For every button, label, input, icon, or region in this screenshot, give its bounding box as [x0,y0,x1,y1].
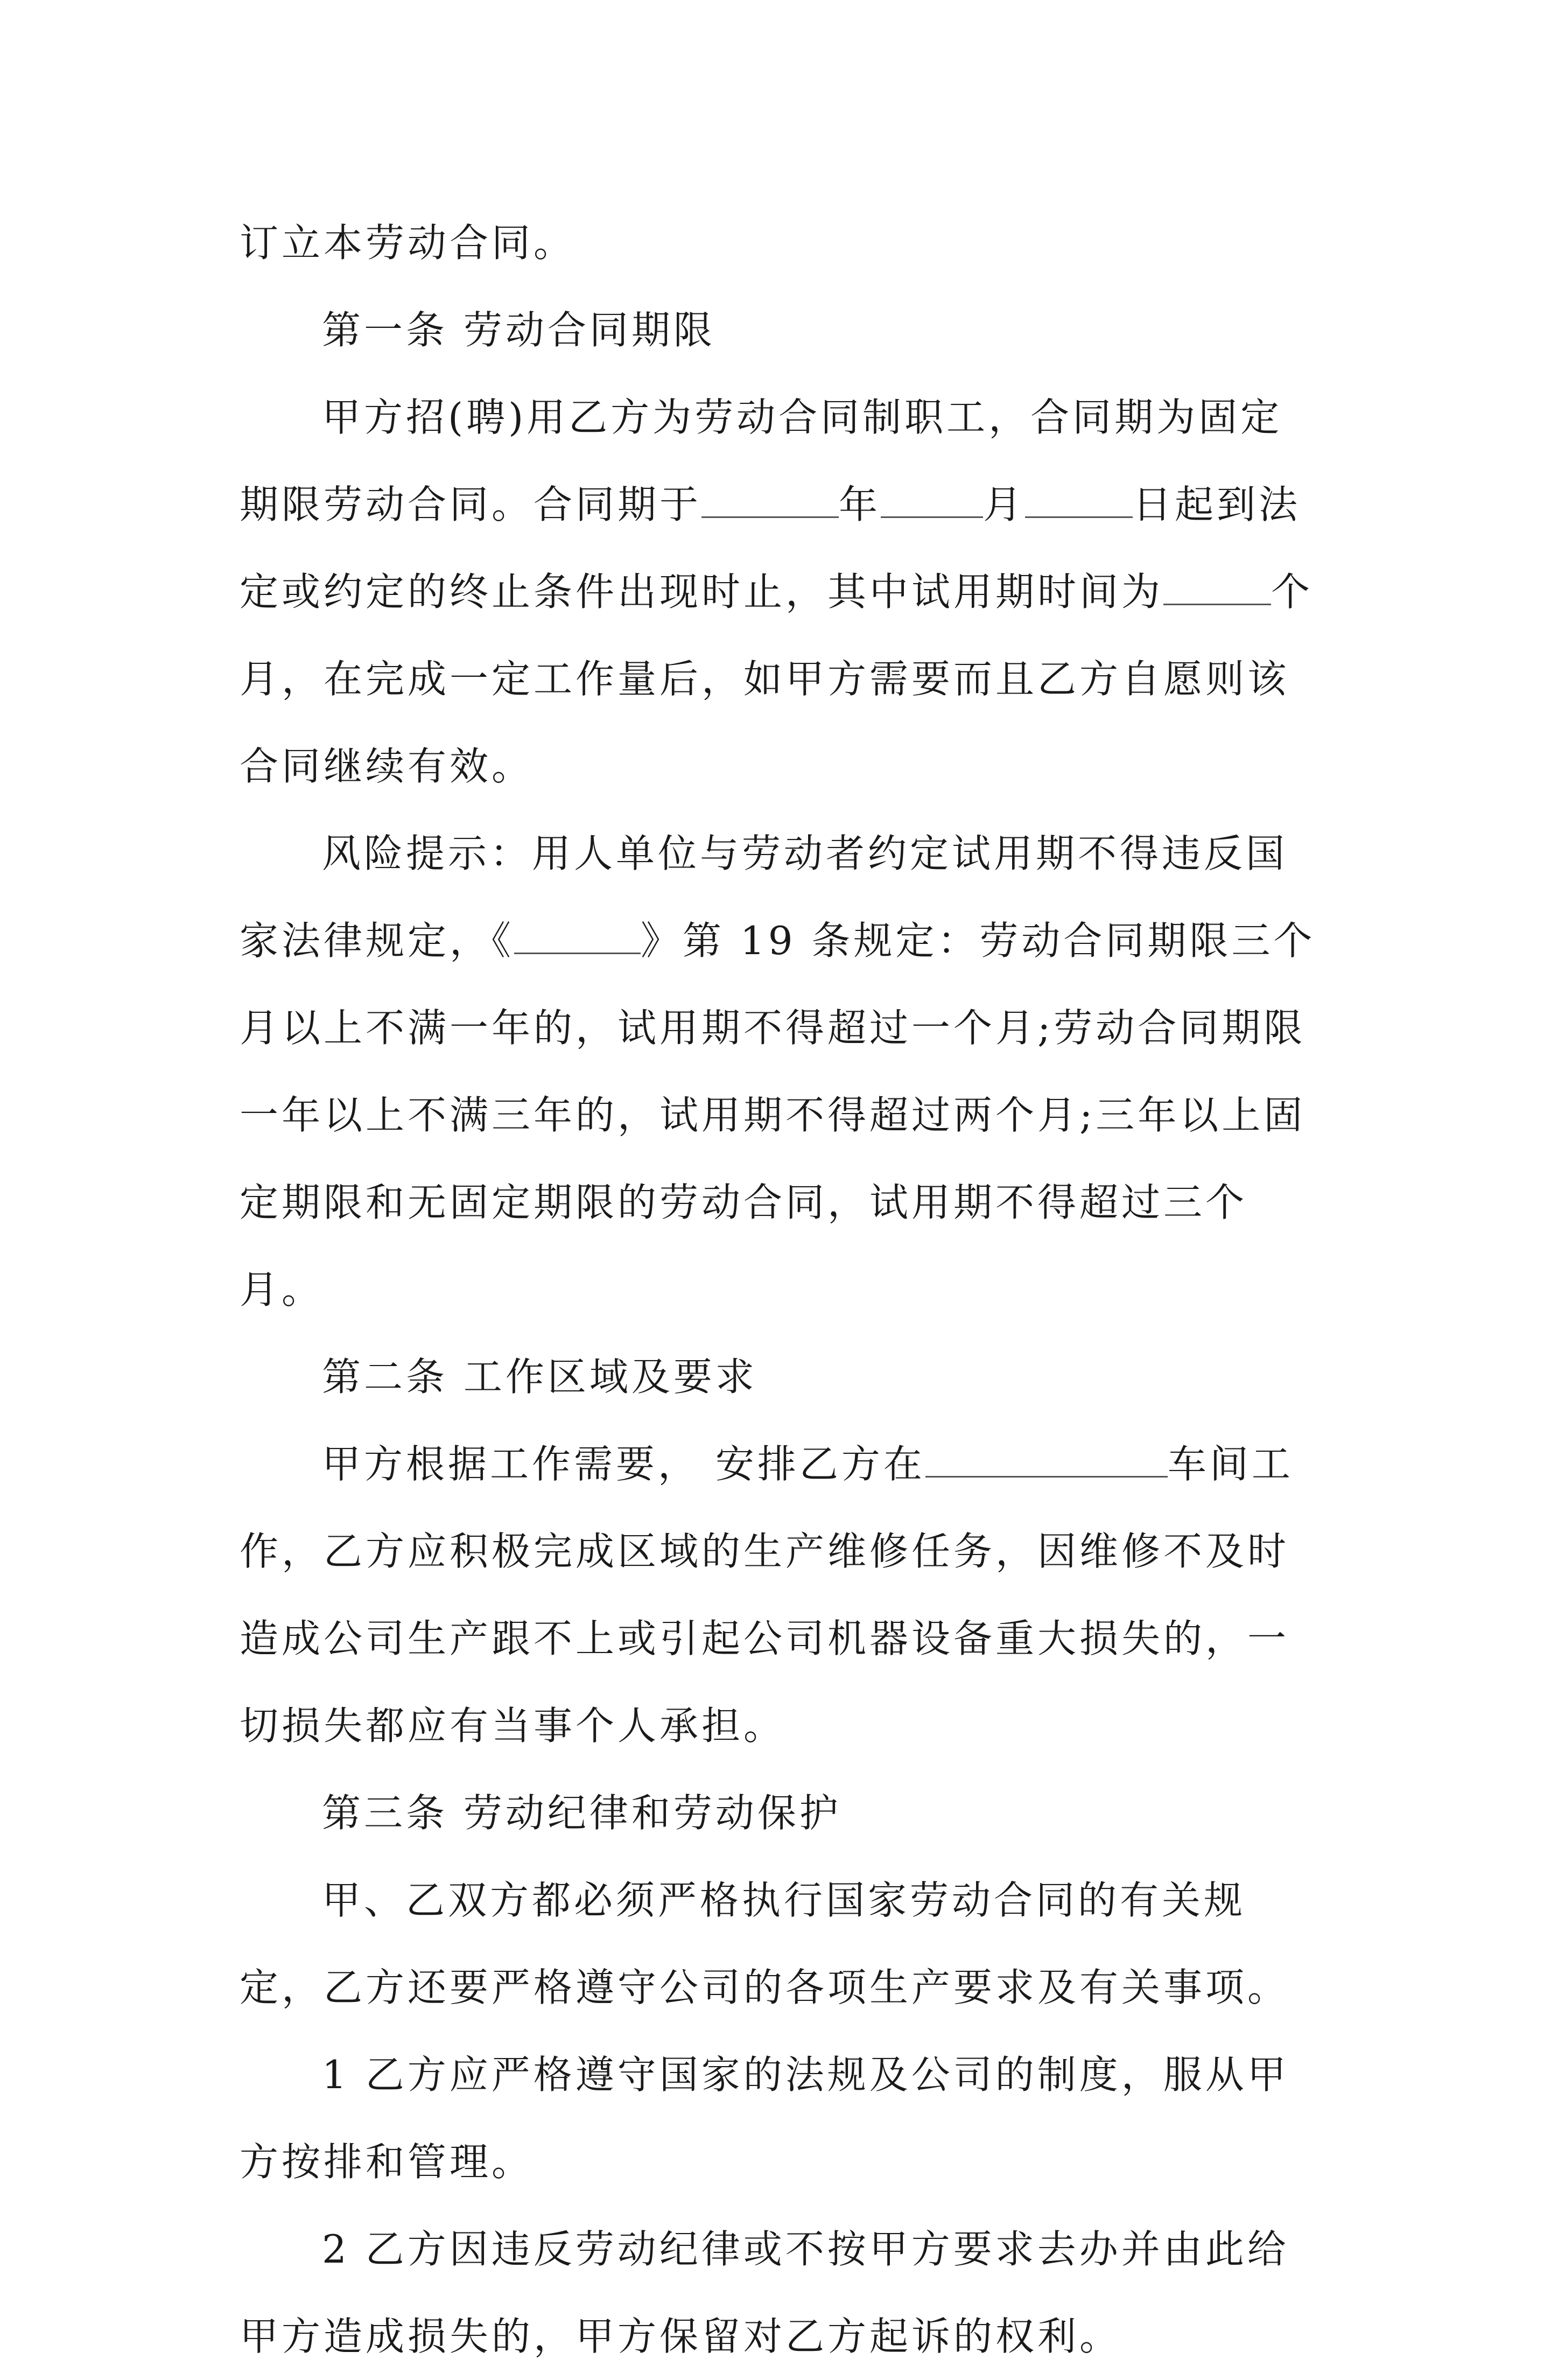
article-1-year-label: 年 [839,482,881,527]
article-1-text-b: 日起到法定或约定的终止条件出现时止，其中试用期时间为 [240,482,1301,614]
paragraph-opening: 订立本劳动合同。 [240,220,576,265]
article-2-paragraph [240,1420,1316,1769]
risk-notice-text-b: 》第 19 条规定：劳动合同期限三个月以上不满一年的，试用期不得超过一个月;劳动合同期限一年以上不满三年的，试用期不得超过两个月;三年以上固定期限和无固定期限的劳动合同，试用期不得超过三个月。 [240,918,1316,1312]
blank-workshop-field[interactable] [925,1444,1168,1478]
document-body [240,199,1316,2380]
blank-year-field[interactable] [701,484,839,518]
article-2-text-b: 车间工作，乙方应积极完成区域的生产维修任务，因维修不及时造成公司生产跟不上或引起公司机器设备重大损失的，一切损失都应有当事个人承担。 [240,1441,1294,1748]
article-3-item-2: 2 乙方因违反劳动纪律或不按甲方要求去办并由此给甲方造成损失的，甲方保留对乙方起诉的权利。 [240,2227,1289,2359]
blank-law-name-field[interactable] [514,920,641,954]
risk-notice-text-a: 风险提示：用人单位与劳动者约定试用期不得违反国家法律规定，《 [240,831,1288,963]
article-1-paragraph [240,374,1316,810]
blank-day-field[interactable] [1025,484,1133,518]
article-2-heading: 第二条 工作区域及要求 [322,1354,757,1399]
article-3-heading: 第三条 劳动纪律和劳动保护 [322,1790,841,1836]
article-3-paragraph: 甲、乙双方都必须严格执行国家劳动合同的有关规定，乙方还要严格遵守公司的各项生产要求及有关事项。 [240,1878,1290,2010]
article-1-heading: 第一条 劳动合同期限 [322,307,715,353]
risk-notice-paragraph [240,810,1316,1333]
article-1-text-a: 甲方招(聘)用乙方为劳动合同制职工，合同期为固定期限劳动合同。合同期于 [240,395,1283,527]
article-2-text-a: 甲方根据工作需要， 安排乙方在 [322,1441,925,1487]
blank-probation-field[interactable] [1163,571,1271,605]
blank-month-field[interactable] [881,484,983,518]
article-1-text-c: 个月，在完成一定工作量后，如甲方需要而且乙方自愿则该合同继续有效。 [240,569,1314,789]
article-1-month-label: 月 [983,482,1026,527]
article-3-item-1: 1 乙方应严格遵守国家的法规及公司的制度，服从甲方按排和管理。 [240,2052,1289,2185]
